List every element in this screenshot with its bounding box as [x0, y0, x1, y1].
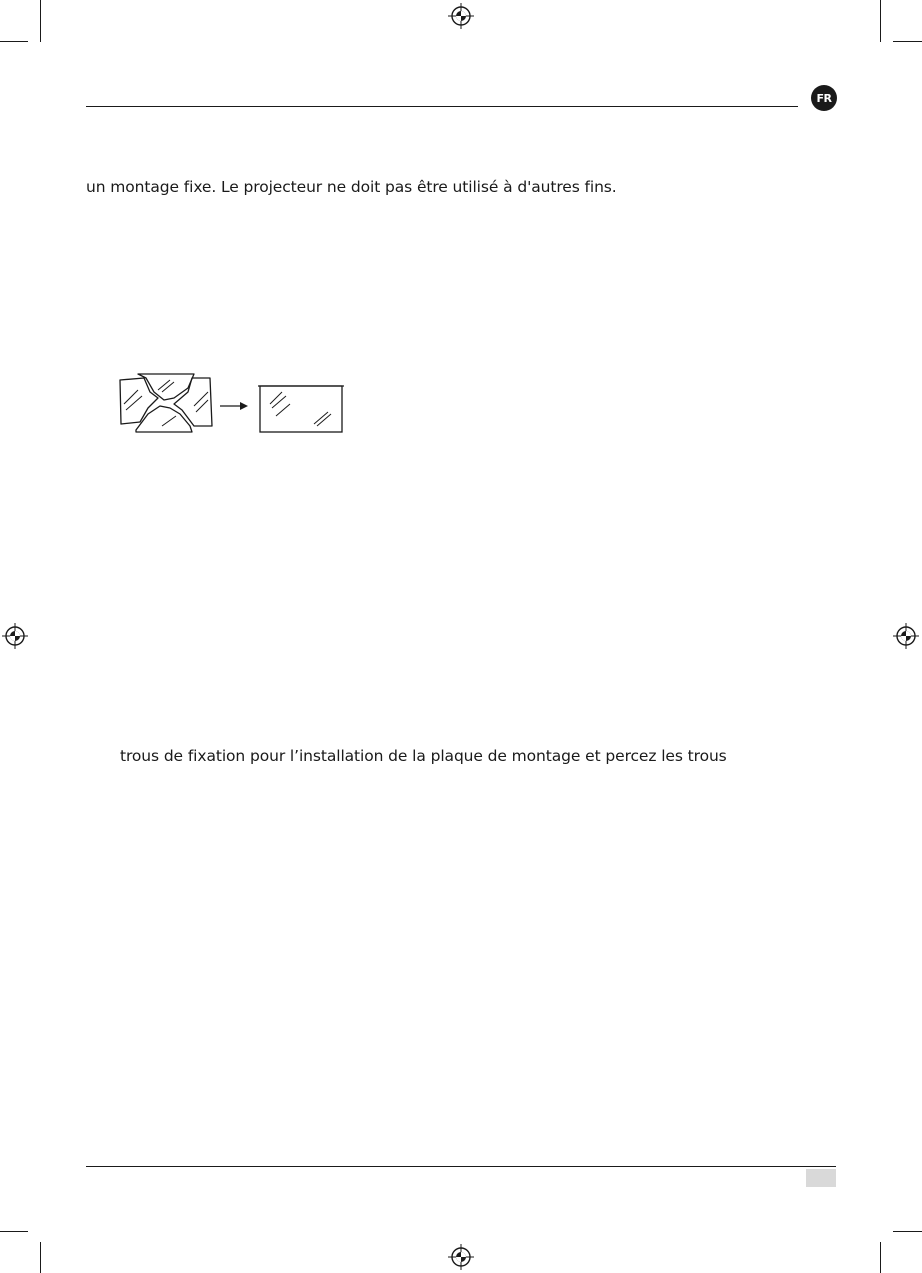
crosshair-icon: [448, 3, 474, 29]
arrow-right-icon: [220, 400, 250, 412]
crop-mark-top-left-h: [0, 41, 28, 42]
language-badge: FR: [811, 85, 837, 111]
body-text-line: trous de fixation pour l’installation de la plaque de montage et percez les trous: [120, 747, 727, 765]
broken-glass-icon: [118, 370, 214, 434]
body-text-line: un montage fixe. Le projecteur ne doit pas être utilisé à d'autres fins.: [86, 178, 617, 196]
crosshair-icon: [448, 1244, 474, 1270]
crop-mark-top-right-v: [880, 0, 881, 42]
crop-mark-top-right-h: [893, 41, 922, 42]
footer-rule: [86, 1166, 836, 1167]
page-number-tab: [806, 1169, 836, 1187]
crop-mark-top-left-v: [40, 0, 41, 42]
crop-mark-bottom-right-v: [880, 1242, 881, 1273]
crosshair-icon: [2, 623, 28, 649]
crop-mark-bottom-right-h: [893, 1231, 922, 1232]
crosshair-icon: [893, 623, 919, 649]
intact-glass-icon: [258, 382, 344, 434]
crop-mark-bottom-left-v: [40, 1242, 41, 1273]
header-rule: [86, 106, 798, 107]
crop-mark-bottom-left-h: [0, 1231, 28, 1232]
